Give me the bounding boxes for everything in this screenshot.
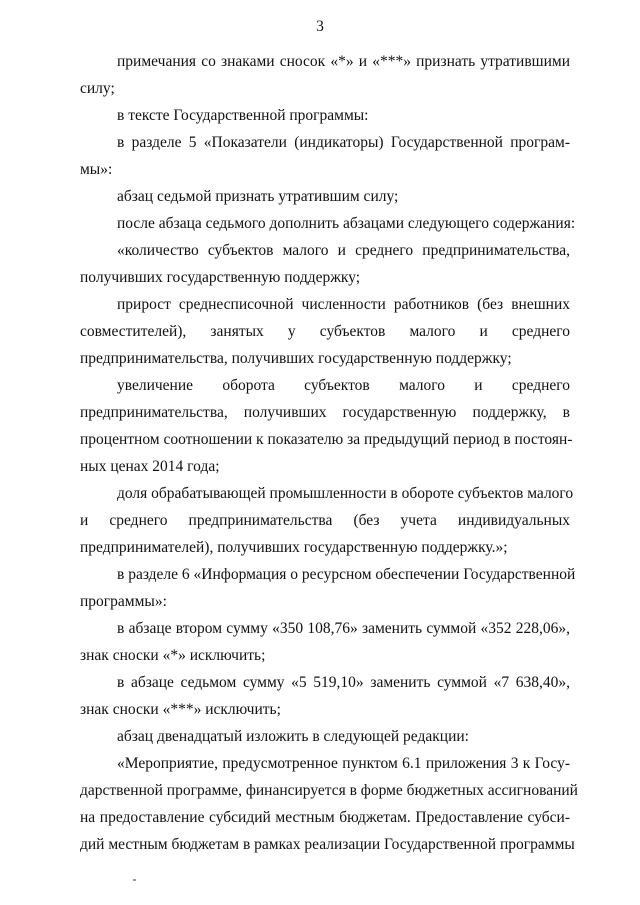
text-line: после абзаца седьмого дополнить абзацами следующего содержания: bbox=[117, 215, 576, 232]
text-line: «количество субъектов малого и среднего предпринимательства, bbox=[117, 242, 570, 259]
text-line: абзац седьмой признать утратившим силу; bbox=[117, 188, 399, 205]
text-line: программы»: bbox=[80, 593, 167, 610]
text-line: в абзаце втором сумму «350 108,76» заменить суммой «352 228,06», bbox=[117, 620, 570, 637]
text-line: получивших государственную поддержку; bbox=[80, 269, 361, 286]
text-line: знак сноски «*» исключить; bbox=[80, 647, 266, 664]
text-line: предпринимательства, получивших государственную поддержку; bbox=[80, 350, 512, 367]
scan-speck bbox=[133, 879, 136, 881]
text-line: дарственной программе, финансируется в форме бюджетных ассигнований bbox=[80, 782, 578, 799]
page-number: 3 bbox=[316, 18, 324, 35]
text-line: абзац двенадцатый изложить в следующей редакции: bbox=[117, 728, 469, 745]
text-line: в разделе 6 «Информация о ресурсном обеспечении Государственной bbox=[117, 566, 576, 583]
text-line: мы»: bbox=[80, 161, 113, 178]
text-line: «Мероприятие, предусмотренное пунктом 6.1 приложения 3 к Госу- bbox=[117, 755, 570, 772]
text-line: предпринимательства, получивших государственную поддержку, в bbox=[80, 404, 570, 421]
text-line: примечания со знаками сносок «*» и «***» признать утратившими bbox=[117, 53, 570, 70]
text-line: совместителей), занятых у субъектов малого и среднего bbox=[80, 323, 570, 340]
text-line: процентном соотношении к показателю за предыдущий период в постоян- bbox=[80, 431, 573, 448]
text-line: увеличение оборота субъектов малого и среднего bbox=[117, 377, 570, 394]
text-line: знак сноски «***» исключить; bbox=[80, 701, 281, 718]
text-line: ных ценах 2014 года; bbox=[80, 458, 220, 475]
text-line: на предоставление субсидий местным бюджетам. Предоставление субси- bbox=[80, 809, 570, 826]
text-line: дий местным бюджетам в рамках реализации Государственной программы bbox=[80, 836, 575, 853]
text-line: силу; bbox=[80, 80, 115, 97]
text-line: в абзаце седьмом сумму «5 519,10» заменить суммой «7 638,40», bbox=[117, 674, 570, 691]
text-line: предпринимателей), получивших государственную поддержку.»; bbox=[80, 539, 508, 556]
text-line: в разделе 5 «Показатели (индикаторы) Государственной програм- bbox=[117, 134, 570, 151]
text-line: прирост среднесписочной численности работников (без внешних bbox=[117, 296, 570, 313]
text-line: в тексте Государственной программы: bbox=[117, 107, 369, 124]
text-line: и среднего предпринимательства (без учета индивидуальных bbox=[80, 512, 570, 529]
text-line: доля обрабатывающей промышленности в обороте субъектов малого bbox=[117, 485, 574, 502]
